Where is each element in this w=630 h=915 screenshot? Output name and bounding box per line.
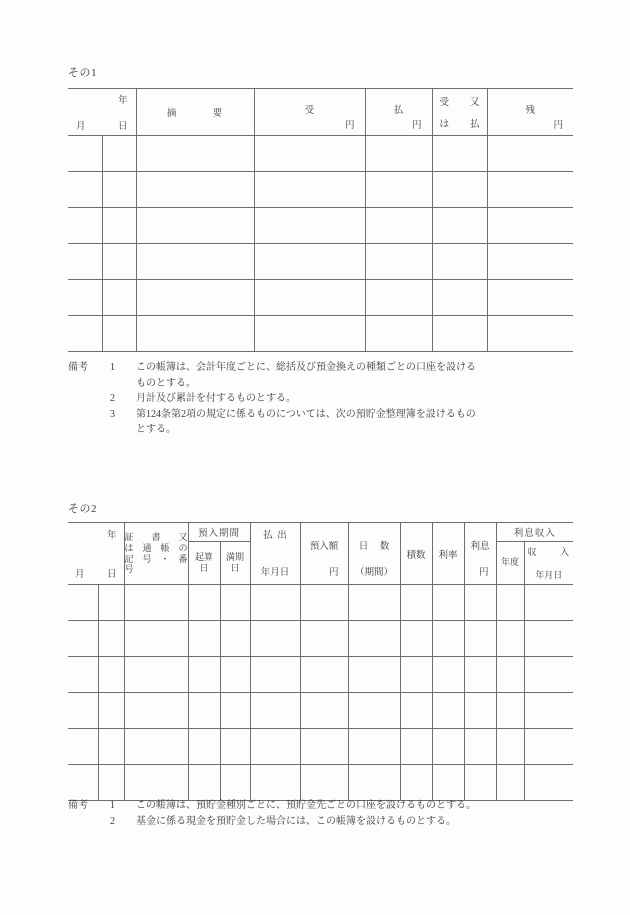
cell-day[interactable] [102, 208, 136, 244]
cell-days[interactable] [348, 729, 400, 765]
cell-product-sum[interactable] [400, 657, 432, 693]
cert-char: 番 [178, 553, 188, 564]
cell-receipt[interactable] [254, 136, 365, 172]
header-interest-label: 利息 [470, 542, 490, 552]
table-row[interactable] [68, 693, 573, 729]
cell-month[interactable] [68, 136, 102, 172]
remarks-title: 備考 [68, 800, 88, 811]
cell-month[interactable] [68, 657, 98, 693]
cell-summary[interactable] [136, 172, 254, 208]
ledger-table-2 [68, 522, 573, 801]
table2-header-group-row [68, 523, 573, 542]
cell-receipt-or-payment[interactable] [432, 208, 487, 244]
header-day-label: 日 [117, 122, 128, 132]
maturity-line-1: 満期 [226, 551, 245, 562]
remarks-item [68, 814, 573, 830]
header-payment [365, 89, 432, 136]
certificate-line-3 [125, 554, 188, 565]
table-row[interactable] [68, 657, 573, 693]
header-year-label: 年 [117, 96, 128, 106]
cell-interest-rate[interactable] [432, 621, 464, 657]
cert-char: 又 [178, 531, 188, 542]
cell-product-sum[interactable] [400, 729, 432, 765]
cell-interest-rate[interactable] [432, 729, 464, 765]
cert-char: の [178, 542, 188, 553]
cell-month[interactable] [68, 316, 102, 352]
certificate-line-4 [125, 564, 188, 575]
table-row[interactable] [68, 280, 573, 316]
cell-receipt-or-payment[interactable] [432, 136, 487, 172]
header-payment-unit: 円 [411, 121, 422, 131]
header-fiscal-year: 年度 [496, 542, 524, 585]
cell-month[interactable] [68, 729, 98, 765]
cell-receipt-or-payment[interactable] [432, 280, 487, 316]
cell-balance[interactable] [487, 208, 573, 244]
remarks-block-2 [68, 798, 573, 829]
remarks-item [68, 407, 573, 438]
cell-withdrawal-date[interactable] [250, 621, 300, 657]
header-withdrawal-date: 年月日 [260, 568, 290, 578]
remarks-text-line: 月計及び累計を付するものとする。 [136, 393, 296, 404]
income-label-char-2: 入 [560, 547, 570, 557]
header-deposit-amount-unit: 円 [329, 568, 339, 578]
cell-certificate-number[interactable] [124, 585, 188, 621]
cell-withdrawal-date[interactable] [250, 585, 300, 621]
cell-income-date[interactable] [524, 729, 573, 765]
cell-days[interactable] [348, 585, 400, 621]
remarks-text-continuation: ものとする。 [136, 377, 196, 389]
cell-deposit-amount[interactable] [300, 621, 348, 657]
cell-interest[interactable] [464, 693, 496, 729]
table-row[interactable] [68, 765, 573, 801]
cell-receipt[interactable] [254, 316, 365, 352]
remarks-number: 1 [110, 800, 115, 811]
remarks-item [68, 391, 573, 407]
header-balance-label: 残 [525, 106, 535, 116]
table-row[interactable] [68, 136, 573, 172]
cell-month[interactable] [68, 172, 102, 208]
certificate-line-2 [125, 543, 188, 554]
cell-month[interactable] [68, 765, 98, 801]
remarks-item [68, 360, 573, 391]
cell-balance[interactable] [487, 136, 573, 172]
cert-char: 書 [151, 531, 161, 542]
header-quad-char-4: 払 [469, 120, 480, 130]
cell-receipt-or-payment[interactable] [432, 172, 487, 208]
header-year-label: 年 [106, 531, 117, 541]
header-interest-rate: 利率 [432, 523, 464, 585]
cell-product-sum[interactable] [400, 693, 432, 729]
cell-fiscal-year[interactable] [496, 765, 524, 801]
remarks-title: 備考 [68, 362, 88, 373]
cell-day[interactable] [102, 244, 136, 280]
header-days-sub: （期間） [355, 568, 394, 578]
cell-balance[interactable] [487, 244, 573, 280]
cell-interest[interactable] [464, 765, 496, 801]
cell-summary[interactable] [136, 136, 254, 172]
cell-day[interactable] [102, 172, 136, 208]
cell-maturity-date[interactable] [220, 621, 250, 657]
cert-char: 号 [142, 553, 152, 564]
header-receipt-label: 受 [304, 106, 315, 116]
cell-maturity-date[interactable] [220, 657, 250, 693]
table2-body [68, 585, 573, 801]
cell-summary[interactable] [136, 208, 254, 244]
cell-maturity-date[interactable] [220, 765, 250, 801]
cell-payment[interactable] [365, 280, 432, 316]
header-date [68, 89, 136, 136]
cell-interest[interactable] [464, 585, 496, 621]
remarks-text [136, 391, 573, 407]
cell-month[interactable] [68, 244, 102, 280]
cell-days[interactable] [348, 765, 400, 801]
cell-payment[interactable] [365, 244, 432, 280]
start-date-line-1: 起算 [194, 551, 213, 562]
header-day-label: 日 [106, 570, 117, 580]
header-income-date [524, 542, 573, 585]
cell-income-date[interactable] [524, 621, 573, 657]
cell-receipt[interactable] [254, 280, 365, 316]
cell-fiscal-year[interactable] [496, 621, 524, 657]
cell-income-date[interactable] [524, 693, 573, 729]
cert-char: ・ [160, 553, 170, 564]
header-month-label: 月 [75, 570, 85, 580]
table-row[interactable] [68, 729, 573, 765]
header-certificate-number [124, 523, 188, 585]
income-date-label: 年月日 [535, 570, 563, 580]
header-receipt [254, 89, 365, 136]
header-quad-char-3: は [439, 120, 450, 130]
cell-start-date[interactable] [188, 729, 220, 765]
cell-receipt-or-payment[interactable] [432, 316, 487, 352]
header-interest-income: 利息収入 [496, 523, 573, 542]
cell-interest-rate[interactable] [432, 765, 464, 801]
cell-deposit-amount[interactable] [300, 693, 348, 729]
ledger-table-1 [68, 88, 573, 352]
remarks-text-line: この帳簿は、会計年度ごとに、総括及び預金換えの種類ごとの口座を設ける [136, 362, 476, 373]
cell-product-sum[interactable] [400, 621, 432, 657]
cell-day[interactable] [98, 621, 124, 657]
cell-income-date[interactable] [524, 657, 573, 693]
cell-product-sum[interactable] [400, 765, 432, 801]
remarks-number: 1 [110, 362, 115, 373]
cell-receipt[interactable] [254, 244, 365, 280]
table-row[interactable] [68, 316, 573, 352]
cell-maturity-date[interactable] [220, 729, 250, 765]
header-summary [136, 89, 254, 136]
cell-certificate-number[interactable] [124, 765, 188, 801]
income-label-char-1: 収 [527, 547, 537, 557]
table1-body [68, 136, 573, 352]
cell-withdrawal-date[interactable] [250, 657, 300, 693]
cell-fiscal-year[interactable] [496, 693, 524, 729]
table-row[interactable] [68, 244, 573, 280]
header-receipt-unit: 円 [344, 121, 355, 131]
cell-deposit-amount[interactable] [300, 729, 348, 765]
cell-day[interactable] [102, 316, 136, 352]
cell-maturity-date[interactable] [220, 693, 250, 729]
cell-month[interactable] [68, 280, 102, 316]
header-summary-char-2: 要 [212, 109, 224, 119]
cell-month[interactable] [68, 585, 98, 621]
cell-certificate-number[interactable] [124, 693, 188, 729]
cell-product-sum[interactable] [400, 585, 432, 621]
header-withdrawal-label [251, 527, 300, 541]
cell-fiscal-year[interactable] [496, 657, 524, 693]
cell-summary[interactable] [136, 280, 254, 316]
days-char: 日 [358, 542, 369, 552]
remarks-block-1 [68, 360, 573, 438]
days-char: 数 [379, 542, 390, 552]
remarks-text [136, 407, 573, 438]
remarks-text-line: 第124条第2項の規定に係るものについては、次の預貯金整理簿を設けるもの [136, 408, 476, 420]
cell-start-date[interactable] [188, 693, 220, 729]
header-deposit-amount [300, 523, 348, 585]
remarks-number: 2 [110, 393, 115, 404]
remarks-number: 3 [110, 408, 115, 420]
remarks-text [136, 798, 573, 814]
cell-receipt[interactable] [254, 208, 365, 244]
certificate-line-1 [125, 532, 188, 543]
header-quad-char-2: 又 [469, 98, 480, 108]
cert-char: 帳 [160, 542, 170, 553]
cell-month[interactable] [68, 621, 98, 657]
header-deposit-period: 預入期間 [188, 523, 250, 542]
remarks-text [136, 814, 573, 830]
table-row[interactable] [68, 585, 573, 621]
cell-certificate-number[interactable] [124, 657, 188, 693]
section-label-1: その1 [68, 67, 97, 79]
cell-days[interactable] [348, 693, 400, 729]
cell-day[interactable] [102, 280, 136, 316]
cell-day[interactable] [98, 765, 124, 801]
header-interest-unit: 円 [479, 568, 489, 578]
table-row[interactable] [68, 208, 573, 244]
cell-day[interactable] [98, 657, 124, 693]
cell-deposit-amount[interactable] [300, 585, 348, 621]
cell-days[interactable] [348, 621, 400, 657]
cell-start-date[interactable] [188, 621, 220, 657]
header-withdrawal [250, 523, 300, 585]
remarks-text-line: この帳簿は、預貯金種別ごとに、預貯金先ごとの口座を設けるものとする。 [136, 800, 476, 811]
cell-receipt-or-payment[interactable] [432, 244, 487, 280]
cell-day[interactable] [98, 585, 124, 621]
cert-char: 記 [124, 553, 134, 564]
remarks-text-line: 基金に係る現金を預貯金した場合には、この帳簿を設けるものとする。 [136, 815, 456, 827]
header-payment-label: 払 [393, 106, 404, 116]
cell-receipt[interactable] [254, 172, 365, 208]
cell-balance[interactable] [487, 172, 573, 208]
table-row[interactable] [68, 172, 573, 208]
header-interest [464, 523, 496, 585]
header-deposit-amount-label: 預入額 [309, 542, 339, 552]
remarks-text [136, 360, 573, 391]
cell-interest-rate[interactable] [432, 585, 464, 621]
cell-month[interactable] [68, 693, 98, 729]
header-summary-char-1: 摘 [166, 109, 178, 119]
header-maturity-date [220, 542, 250, 585]
cell-maturity-date[interactable] [220, 585, 250, 621]
cell-month[interactable] [68, 208, 102, 244]
cell-payment[interactable] [365, 208, 432, 244]
cell-day[interactable] [102, 136, 136, 172]
cert-char: 通 [142, 542, 152, 553]
cell-interest[interactable] [464, 657, 496, 693]
cell-summary[interactable] [136, 316, 254, 352]
header-days [348, 523, 400, 585]
header-start-date [188, 542, 220, 585]
cell-balance[interactable] [487, 316, 573, 352]
cell-interest-rate[interactable] [432, 693, 464, 729]
remarks-number: 2 [110, 815, 115, 827]
maturity-line-2: 日 [230, 563, 240, 573]
cell-deposit-amount[interactable] [300, 765, 348, 801]
cell-interest[interactable] [464, 621, 496, 657]
header-product-sum: 積数 [400, 523, 432, 585]
header-month-label: 月 [76, 122, 86, 132]
cell-deposit-amount[interactable] [300, 657, 348, 693]
start-date-line-2: 日 [199, 563, 209, 573]
withdrawal-char: 払 [263, 531, 273, 541]
header-balance [487, 89, 573, 136]
header-receipt-or-payment [432, 89, 487, 136]
cell-payment[interactable] [365, 316, 432, 352]
cert-char: は [124, 542, 134, 553]
withdrawal-char: 出 [277, 531, 287, 541]
cell-interest-rate[interactable] [432, 657, 464, 693]
cell-start-date[interactable] [188, 585, 220, 621]
cert-char: 号 [124, 564, 134, 575]
cell-summary[interactable] [136, 244, 254, 280]
cell-days[interactable] [348, 657, 400, 693]
cell-day[interactable] [98, 729, 124, 765]
cell-certificate-number[interactable] [124, 621, 188, 657]
header-days-label [349, 538, 400, 552]
cell-start-date[interactable] [188, 765, 220, 801]
cell-start-date[interactable] [188, 657, 220, 693]
header-date [68, 523, 124, 585]
header-quad-char-1: 受 [439, 98, 450, 108]
cell-withdrawal-date[interactable] [250, 693, 300, 729]
cell-balance[interactable] [487, 280, 573, 316]
cell-day[interactable] [98, 693, 124, 729]
table1-header-row [68, 89, 573, 136]
cell-withdrawal-date[interactable] [250, 729, 300, 765]
cell-fiscal-year[interactable] [496, 729, 524, 765]
remarks-item [68, 798, 573, 814]
remarks-text-continuation: とする。 [136, 424, 176, 435]
cell-withdrawal-date[interactable] [250, 765, 300, 801]
header-balance-unit: 円 [553, 121, 563, 131]
cell-income-date[interactable] [524, 765, 573, 801]
cell-income-date[interactable] [524, 585, 573, 621]
table-row[interactable] [68, 621, 573, 657]
section-label-2: その2 [68, 503, 97, 515]
cell-certificate-number[interactable] [124, 729, 188, 765]
cell-interest[interactable] [464, 729, 496, 765]
cell-fiscal-year[interactable] [496, 585, 524, 621]
cert-char: 証 [124, 531, 134, 542]
cell-payment[interactable] [365, 172, 432, 208]
cell-payment[interactable] [365, 136, 432, 172]
